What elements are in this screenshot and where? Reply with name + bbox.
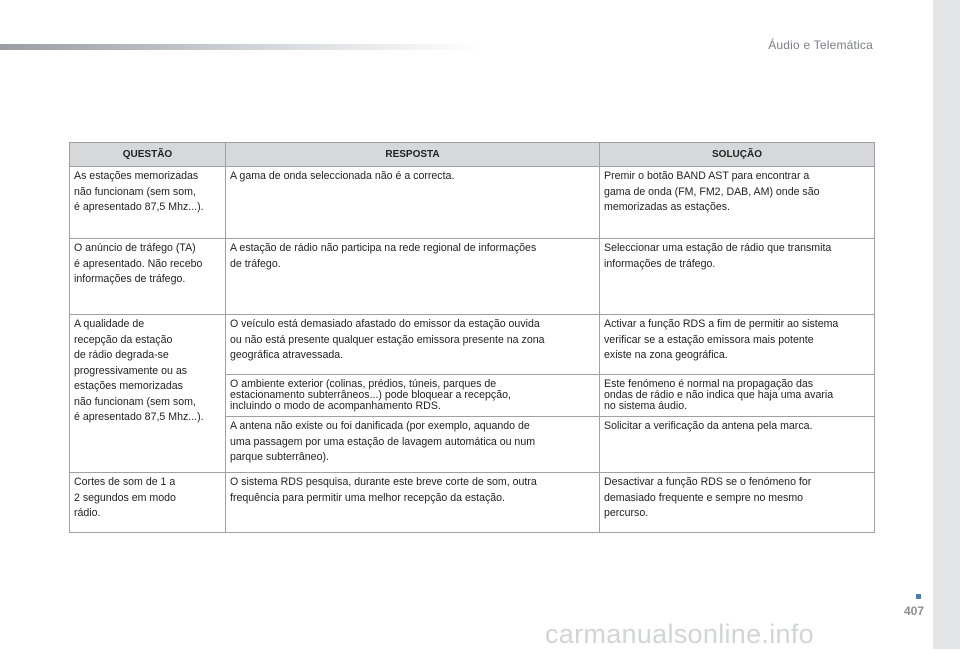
troubleshooting-table — [69, 142, 875, 533]
table-row — [70, 167, 875, 239]
solution-cell: Activar a função RDS a fim de permitir ao sistema verificar se a estação emissora mais potente existe na zona geográfica. — [600, 315, 875, 375]
answer-cell: A estação de rádio não participa na rede regional de informações de tráfego. — [226, 239, 600, 315]
answer-cell: O sistema RDS pesquisa, durante este breve corte de som, outra frequência para permitir uma melhor recepção da estação. — [226, 473, 600, 533]
table-row — [70, 239, 875, 315]
answer-cell: A antena não existe ou foi danificada (por exemplo, aquando de uma passagem por uma estação de lavagem automática ou num parque subterrâneo). — [226, 417, 600, 473]
question-cell: As estações memorizadas não funcionam (sem som, é apresentado 87,5 Mhz...). — [70, 167, 226, 239]
right-margin-band — [933, 0, 960, 649]
section-title: Áudio e Telemática — [768, 38, 873, 52]
watermark: carmanualsonline.info — [545, 619, 814, 649]
continue-marker-icon — [916, 594, 921, 599]
column-header-question: QUESTÃO — [70, 143, 226, 167]
column-header-solution: SOLUÇÃO — [600, 143, 875, 167]
solution-cell: Seleccionar uma estação de rádio que transmita informações de tráfego. — [600, 239, 875, 315]
header-gradient-bar — [0, 44, 480, 50]
answer-cell: A gama de onda seleccionada não é a correcta. — [226, 167, 600, 239]
table-header-row — [70, 143, 875, 167]
question-cell: Cortes de som de 1 a 2 segundos em modo rádio. — [70, 473, 226, 533]
question-cell: O anúncio de tráfego (TA) é apresentado. Não recebo informações de tráfego. — [70, 239, 226, 315]
question-cell: A qualidade de recepção da estação de rádio degrada-se progressivamente ou as estações memorizadas não funcionam (sem som, é apresentado 87,5 Mhz...). — [70, 315, 226, 473]
answer-cell: O ambiente exterior (colinas, prédios, túneis, parques de estacionamento subterrâneos...) pode bloquear a recepção, incluindo o modo de acompanhamento RDS. — [226, 375, 600, 417]
solution-cell: Este fenómeno é normal na propagação das ondas de rádio e não indica que haja uma avaria no sistema áudio. — [600, 375, 875, 417]
solution-cell: Solicitar a verificação da antena pela marca. — [600, 417, 875, 473]
answer-cell: O veículo está demasiado afastado do emissor da estação ouvida ou não está presente qualquer estação emissora presente na zona geográfica atravessada. — [226, 315, 600, 375]
column-header-answer: RESPOSTA — [226, 143, 600, 167]
table-row — [70, 315, 875, 375]
solution-cell: Desactivar a função RDS se o fenómeno for demasiado frequente e sempre no mesmo percurso. — [600, 473, 875, 533]
page-number: 407 — [903, 604, 924, 618]
solution-cell: Premir o botão BAND AST para encontrar a gama de onda (FM, FM2, DAB, AM) onde são memorizadas as estações. — [600, 167, 875, 239]
table-row — [70, 473, 875, 533]
